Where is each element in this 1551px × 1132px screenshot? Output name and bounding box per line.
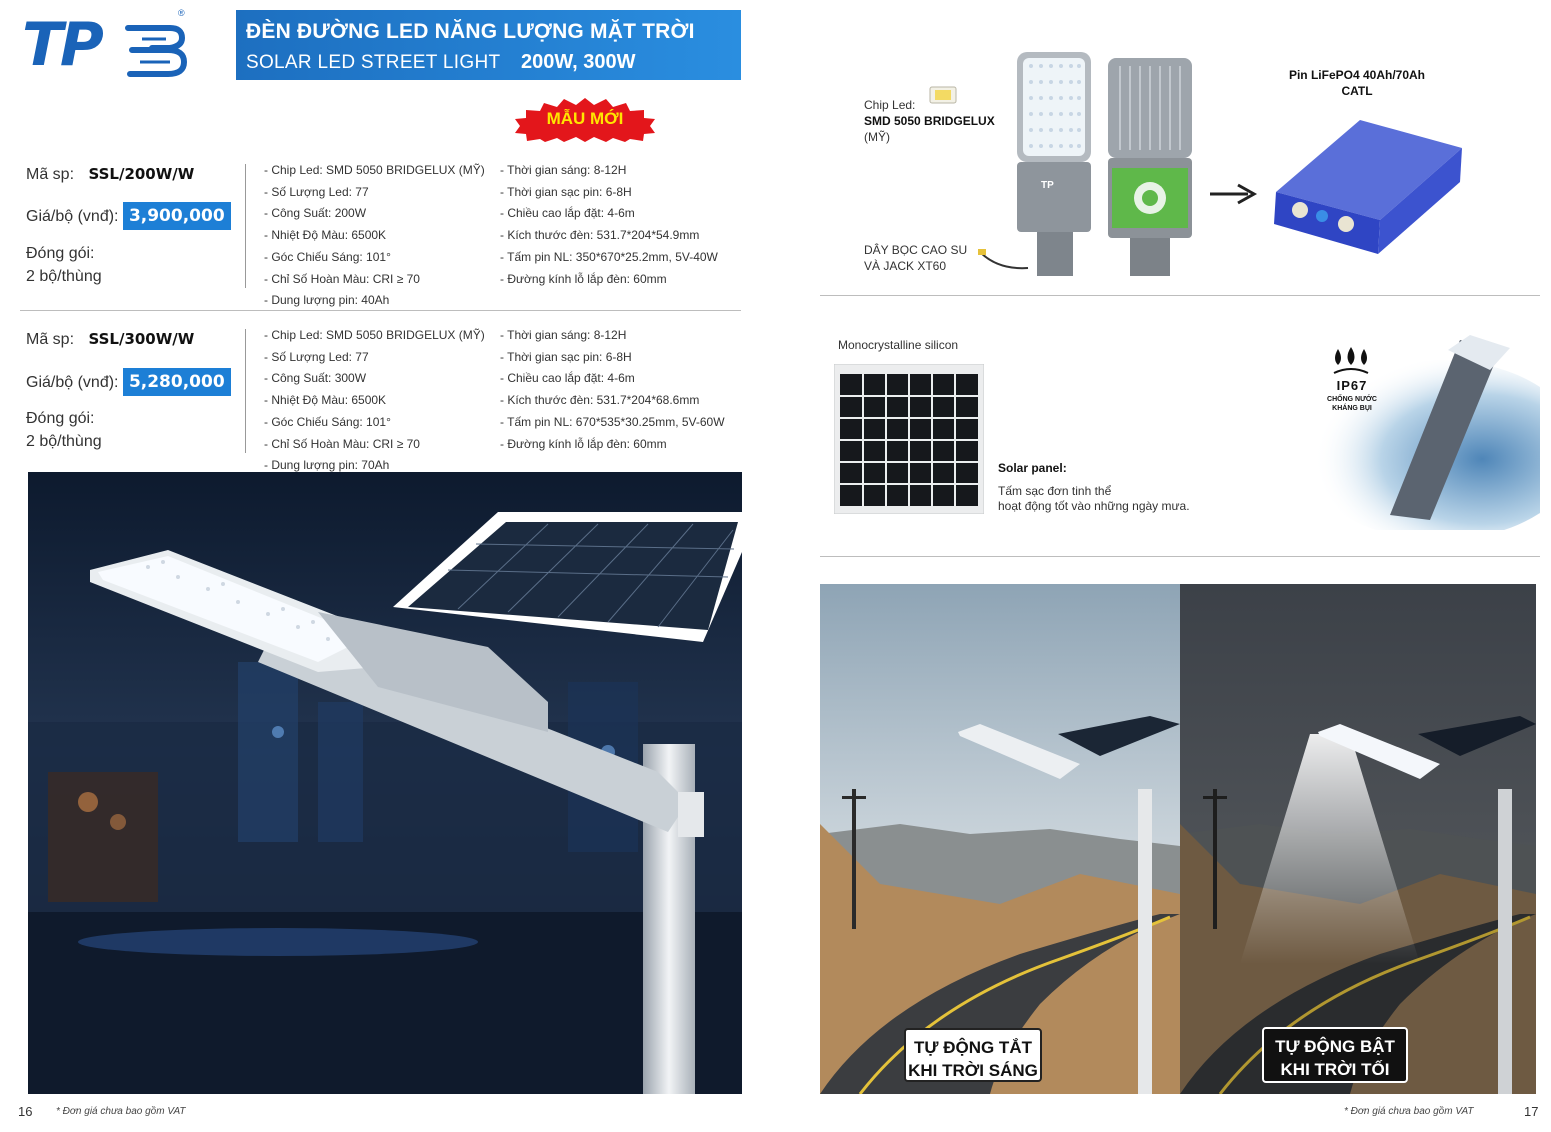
panel-desc-2: hoạt động tốt vào những ngày mưa. — [998, 499, 1190, 513]
price-label: Giá/bộ (vnđ): — [26, 208, 119, 225]
page-number-right: 17 — [1524, 1104, 1539, 1119]
logo-text: TP — [22, 10, 101, 80]
new-model-badge — [514, 96, 656, 142]
spec-item: - Dung lượng pin: 40Ah — [264, 293, 390, 308]
led-chip-icon — [928, 84, 958, 106]
auto-on-label — [1262, 1027, 1408, 1083]
title-en: SOLAR LED STREET LIGHT — [246, 52, 501, 73]
chip-label: Chip Led: — [864, 98, 916, 112]
auto-on-line-2: KHI TRỜI TỐI — [1280, 1060, 1390, 1079]
code-label: Mã sp: — [26, 331, 75, 348]
battery-image — [1270, 112, 1466, 258]
chip-origin: (MỸ) — [864, 130, 890, 144]
spec-item: - Đường kính lỗ lắp đèn: 60mm — [500, 436, 667, 451]
lamp-front-image — [1015, 52, 1093, 276]
title-banner — [236, 10, 741, 80]
price-row-200w — [26, 206, 231, 226]
spec-item: - Thời gian sạc pin: 6-8H — [500, 184, 632, 199]
spec-item: - Tấm pin NL: 670*535*30.25mm, 5V-60W — [500, 414, 725, 429]
specs-left-300w — [264, 325, 485, 477]
auto-on-line-1: TỰ ĐỘNG BẬT — [1275, 1037, 1395, 1056]
specs-right-200w — [500, 160, 718, 290]
logo-mark-icon — [122, 22, 192, 78]
pack-label: Đóng gói: — [26, 410, 95, 427]
night-scene-image — [28, 472, 742, 1094]
product-code: SSL/300W/W — [88, 330, 195, 348]
spec-item: - Thời gian sạc pin: 6-8H — [500, 349, 632, 364]
section-divider — [20, 310, 741, 311]
spec-item: - Góc Chiếu Sáng: 101° — [264, 249, 391, 264]
ip-desc-2: KHÁNG BỤI — [1332, 405, 1372, 412]
spec-item: - Kích thước đèn: 531.7*204*68.6mm — [500, 393, 700, 408]
cable-label-2: VÀ JACK XT60 — [864, 259, 947, 273]
code-label: Mã sp: — [26, 166, 75, 183]
spec-item: - Dung lượng pin: 70Ah — [264, 458, 390, 473]
price-row-300w — [26, 372, 231, 392]
footnote-left: * Đơn giá chưa bao gồm VAT — [56, 1106, 186, 1117]
solar-panel-image — [834, 364, 984, 514]
spec-item: - Nhiệt Độ Màu: 6500K — [264, 393, 387, 408]
lamp-back-image — [1108, 58, 1192, 276]
lamp-brand: TP — [1041, 180, 1054, 191]
spec-item: - Thời gian sáng: 8-12H — [500, 163, 627, 177]
panel-desc-1: Tấm sạc đơn tinh thể — [998, 484, 1112, 498]
chip-model: SMD 5050 BRIDGELUX — [864, 114, 995, 128]
badge-text: MẪU MỚI — [546, 109, 624, 128]
water-drops-icon — [1330, 345, 1372, 377]
section-divider — [820, 556, 1540, 557]
specs-left-200w — [264, 160, 485, 312]
product-code: SSL/200W/W — [88, 165, 195, 183]
spec-item: - Công Suất: 300W — [264, 371, 367, 386]
footnote-right: * Đơn giá chưa bao gồm VAT — [1344, 1106, 1474, 1117]
pack-value: 2 bộ/thùng — [26, 433, 102, 450]
registered-icon: ® — [178, 8, 185, 18]
spec-item: - Chỉ Số Hoàn Màu: CRI ≥ 70 — [264, 271, 420, 286]
day-night-road-photo — [820, 584, 1536, 1094]
spec-item: - Chỉ Số Hoàn Màu: CRI ≥ 70 — [264, 436, 420, 451]
auto-off-label — [904, 1028, 1042, 1082]
product-block-300w — [26, 330, 194, 349]
price-label: Giá/bộ (vnđ): — [26, 374, 119, 391]
night-street-light-photo — [28, 472, 742, 1094]
page-number-left: 16 — [18, 1104, 33, 1119]
cable-icon — [978, 248, 1030, 272]
waterproof-splash-image — [1210, 330, 1540, 530]
divider — [245, 164, 246, 288]
battery-label-1: Pin LiFePO4 40Ah/70Ah — [1288, 68, 1426, 82]
pack-value: 2 bộ/thùng — [26, 268, 102, 285]
ip-rating: IP67 — [1336, 378, 1368, 393]
spec-item: - Nhiệt Độ Màu: 6500K — [264, 228, 387, 243]
panel-title: Solar panel: — [998, 461, 1067, 475]
spec-item: - Đường kính lỗ lắp đèn: 60mm — [500, 271, 667, 286]
spec-item: - Kích thước đèn: 531.7*204*54.9mm — [500, 228, 700, 243]
section-divider — [820, 295, 1540, 296]
auto-off-line-1: TỰ ĐỘNG TẮT — [914, 1038, 1032, 1057]
mono-label: Monocrystalline silicon — [838, 338, 959, 352]
brand-logo — [22, 10, 192, 80]
ip-desc-1: CHỐNG NƯỚC — [1327, 396, 1377, 403]
spec-item: - Góc Chiếu Sáng: 101° — [264, 414, 391, 429]
price-value: 5,280,000 — [123, 368, 231, 396]
pack-label: Đóng gói: — [26, 245, 95, 262]
spec-item: - Số Lượng Led: 77 — [264, 184, 369, 199]
auto-off-line-2: KHI TRỜI SÁNG — [908, 1061, 1038, 1080]
spec-item: - Thời gian sáng: 8-12H — [500, 328, 627, 342]
divider — [245, 329, 246, 453]
title-vi: ĐÈN ĐƯỜNG LED NĂNG LƯỢNG MẶT TRỜI — [246, 20, 695, 43]
arrow-right-icon — [1208, 182, 1258, 206]
specs-right-300w — [500, 325, 725, 455]
battery-label-2: CATL — [1341, 84, 1373, 98]
price-value: 3,900,000 — [123, 202, 231, 230]
spec-item: - Số Lượng Led: 77 — [264, 349, 369, 364]
road-scene-image — [820, 584, 1536, 1094]
spec-item: - Công Suất: 200W — [264, 206, 367, 221]
product-block-200w — [26, 165, 194, 184]
spec-item: - Chip Led: SMD 5050 BRIDGELUX (MỸ) — [264, 328, 485, 342]
spec-item: - Chiều cao lắp đặt: 4-6m — [500, 206, 635, 221]
title-wattage: 200W, 300W — [521, 51, 636, 73]
spec-item: - Chip Led: SMD 5050 BRIDGELUX (MỸ) — [264, 163, 485, 177]
spec-item: - Chiều cao lắp đặt: 4-6m — [500, 371, 635, 386]
spec-item: - Tấm pin NL: 350*670*25.2mm, 5V-40W — [500, 249, 718, 264]
cable-label-1: DÂY BỌC CAO SU — [864, 243, 968, 257]
